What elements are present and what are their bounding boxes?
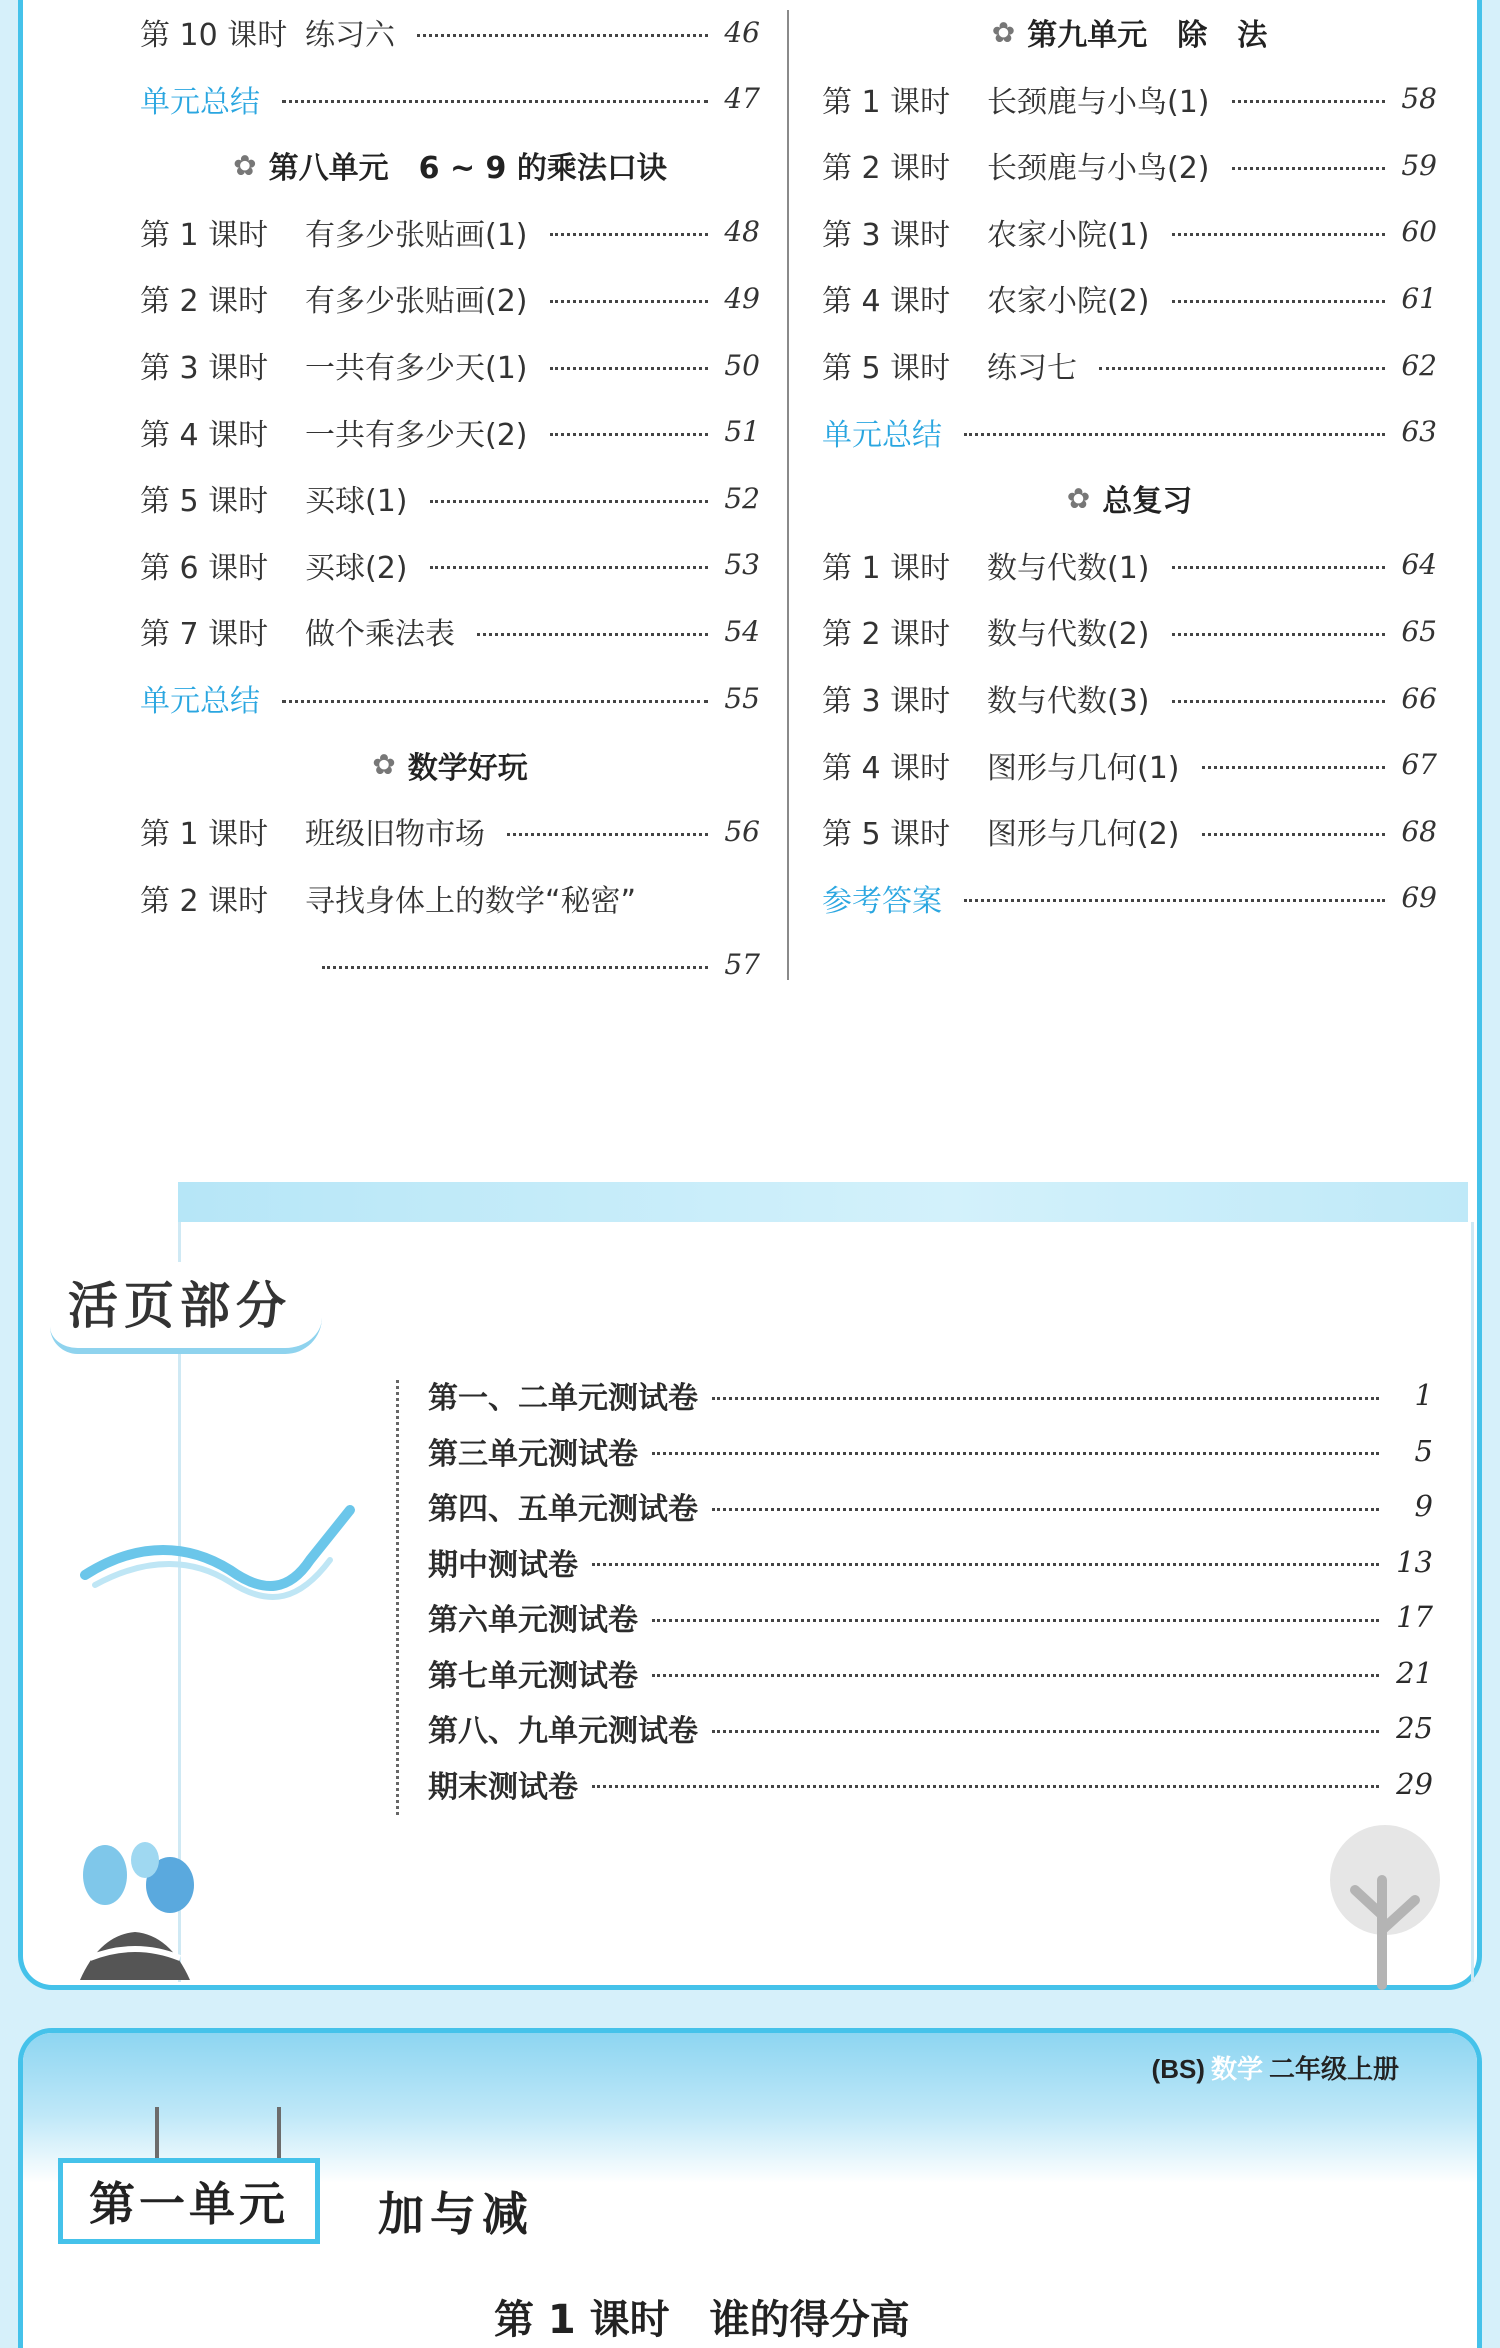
toc-entry[interactable] [140, 337, 760, 393]
test-entry[interactable] [428, 1592, 1433, 1642]
lesson-number: 第 1 课时 [822, 550, 951, 586]
dot-leader [417, 34, 708, 37]
test-title: 期中测试卷 [428, 1547, 578, 1583]
flower-icon: ✿ [233, 148, 257, 182]
dot-leader [550, 300, 709, 303]
test-title: 第四、五单元测试卷 [428, 1492, 698, 1527]
page-number: 63 [1401, 415, 1437, 449]
lesson-title: 一共有多少天(2) [305, 417, 528, 453]
page-number: 69 [1401, 881, 1437, 915]
page-number: 50 [724, 348, 760, 382]
lesson-number: 第 2 课时 [822, 151, 951, 187]
plant-decoration-icon [60, 1840, 210, 1990]
lesson-title: 图形与几何(1) [987, 750, 1180, 786]
toc-entry[interactable] [140, 404, 760, 460]
dot-leader [1172, 300, 1386, 303]
dot-leader [550, 367, 709, 370]
lesson-title: 有多少张贴画(2) [305, 284, 528, 320]
lesson-title: 买球(2) [305, 550, 408, 586]
unit-heading-text: 第九单元 除 法 [1027, 18, 1268, 53]
toc-entry[interactable] [140, 204, 760, 260]
test-title: 第一、二单元测试卷 [428, 1381, 698, 1416]
test-entry[interactable] [428, 1759, 1433, 1809]
page-number: 46 [724, 15, 760, 49]
lesson-title: 练习七 [987, 351, 1077, 386]
toc-entry[interactable] [822, 537, 1437, 593]
huoye-banner [178, 1182, 1468, 1222]
dot-leader [712, 1730, 1379, 1733]
unit-name: 加与减 [378, 2187, 534, 2241]
dot-leader [592, 1785, 1379, 1788]
dot-leader [1172, 566, 1386, 569]
page-number: 58 [1401, 82, 1437, 116]
lesson-title: 有多少张贴画(1) [305, 217, 528, 253]
dot-leader [712, 1397, 1379, 1400]
toc-entry[interactable] [822, 71, 1437, 127]
toc-entry[interactable] [140, 803, 760, 859]
test-title: 第七单元测试卷 [428, 1658, 638, 1694]
test-entry[interactable] [428, 1703, 1433, 1753]
lesson-number: 第 10 课时 [140, 18, 288, 53]
huoye-title: 活页部分 [50, 1262, 322, 1354]
dot-leader [592, 1563, 1379, 1566]
page-number: 21 [1396, 1655, 1433, 1690]
test-entry[interactable] [428, 1537, 1433, 1587]
header-subject: 数学 [1210, 2054, 1263, 2084]
dot-leader [550, 433, 709, 436]
test-title: 第六单元测试卷 [428, 1603, 638, 1638]
toc-entry[interactable] [140, 537, 760, 593]
page-number: 55 [724, 681, 760, 715]
huoye-divider [396, 1380, 399, 1815]
toc-entry[interactable] [140, 270, 760, 326]
lesson-title: 一共有多少天(1) [305, 351, 528, 386]
dot-leader [964, 899, 1385, 902]
lesson-title: 数与代数(1) [987, 550, 1150, 586]
lesson-number: 第 2 课时 [140, 284, 269, 320]
page-number: 64 [1401, 548, 1437, 582]
lesson-number: 第 4 课时 [822, 284, 951, 320]
unit-heading-text: 第八单元 6 ~ 9 的乘法口诀 [268, 151, 667, 187]
tree-decoration-icon [1320, 1820, 1450, 1990]
page-number: 47 [724, 82, 760, 116]
lesson-title: 农家小院(2) [987, 284, 1150, 320]
toc-entry[interactable] [822, 870, 1437, 926]
test-entry[interactable] [428, 1648, 1433, 1698]
page-number: 13 [1396, 1544, 1433, 1579]
lesson-number: 第 1 课时 [140, 217, 269, 253]
page-number: 53 [724, 548, 760, 582]
dot-leader [430, 566, 709, 569]
dot-leader [1172, 233, 1386, 236]
lesson-number: 第 5 课时 [822, 351, 951, 386]
page-number: 25 [1396, 1711, 1433, 1745]
flower-icon: ✿ [991, 15, 1016, 49]
dot-leader [652, 1452, 1379, 1455]
toc-entry[interactable] [822, 337, 1437, 393]
page-number: 9 [1414, 1489, 1433, 1523]
page-number: 48 [724, 215, 760, 249]
lesson-title: 图形与几何(2) [987, 817, 1180, 853]
summary-label: 单元总结 [140, 84, 260, 120]
test-title: 第八、九单元测试卷 [428, 1714, 698, 1749]
lesson-number: 第 1 课时 [822, 84, 951, 120]
lesson-title: 农家小院(1) [987, 217, 1150, 253]
toc-entry[interactable] [822, 404, 1437, 460]
dot-leader [1172, 633, 1386, 636]
lesson-number: 第 6 课时 [140, 550, 269, 586]
dot-leader [282, 700, 708, 703]
lesson-title: 练习六 [305, 18, 395, 53]
lesson-number: 第 2 课时 [822, 617, 951, 653]
column-divider [787, 10, 789, 980]
lesson-title: 数与代数(3) [987, 684, 1150, 719]
page-number: 62 [1401, 348, 1437, 382]
dot-leader [712, 1508, 1379, 1511]
test-entry[interactable] [428, 1481, 1433, 1531]
page-number: 60 [1401, 215, 1437, 249]
dot-leader [652, 1619, 1379, 1622]
flower-icon: ✿ [372, 748, 396, 782]
book-header [1152, 2049, 1399, 2086]
toc-entry[interactable] [822, 204, 1437, 260]
lesson-number: 第 3 课时 [822, 684, 951, 719]
dot-leader [1202, 833, 1386, 836]
unit-heading-text: 数学好玩 [407, 750, 528, 786]
header-prefix: (BS) [1151, 2054, 1205, 2084]
lesson-number: 第 3 课时 [822, 217, 951, 253]
page-number: 52 [724, 481, 760, 515]
test-entry[interactable] [428, 1426, 1433, 1476]
header-grade: 二年级上册 [1268, 2054, 1399, 2084]
dot-leader [507, 833, 708, 836]
lesson-number: 第 7 课时 [140, 617, 269, 653]
dot-leader [1202, 766, 1386, 769]
dot-leader [477, 633, 708, 636]
test-title: 第三单元测试卷 [428, 1436, 638, 1472]
lesson-number: 第 4 课时 [140, 417, 269, 453]
unit-heading [822, 470, 1437, 526]
lesson-number: 第 4 课时 [822, 750, 951, 786]
test-title: 期末测试卷 [428, 1769, 578, 1805]
toc-entry[interactable] [140, 870, 760, 926]
toc-entry[interactable] [822, 270, 1437, 326]
unit-heading [822, 4, 1437, 60]
page-number: 61 [1401, 281, 1437, 315]
wave-decoration-icon [80, 1500, 370, 1620]
test-entry[interactable] [428, 1370, 1433, 1420]
unit-heading [140, 137, 760, 193]
toc-entry[interactable] [140, 4, 760, 60]
page-number: 56 [724, 814, 760, 848]
lesson-number: 第 3 课时 [140, 351, 269, 386]
dot-leader [964, 433, 1385, 436]
summary-label: 单元总结 [140, 684, 260, 719]
flower-icon: ✿ [1066, 481, 1091, 515]
toc-entry[interactable] [140, 936, 760, 992]
lesson-number: 第 1 课时 [140, 817, 269, 853]
dot-leader [1232, 100, 1386, 103]
toc-entry[interactable] [822, 137, 1437, 193]
dot-leader [1099, 367, 1385, 370]
lesson-title: 第 1 课时 谁的得分高 [494, 2297, 910, 2343]
lesson-title: 长颈鹿与小鸟(2) [987, 151, 1210, 187]
lesson-title: 寻找身体上的数学“秘密” [305, 883, 637, 919]
toc-entry[interactable] [140, 470, 760, 526]
page-number: 65 [1401, 614, 1437, 648]
page-number: 17 [1396, 1600, 1433, 1634]
unit-heading [140, 737, 760, 793]
toc-entry[interactable] [822, 803, 1437, 859]
dot-leader [1172, 700, 1386, 703]
page-number: 68 [1401, 814, 1437, 848]
dot-leader [550, 233, 709, 236]
dot-leader [430, 500, 709, 503]
dot-leader [322, 966, 708, 969]
toc-entry[interactable] [140, 670, 760, 726]
page-number: 59 [1401, 148, 1437, 182]
lesson-title: 做个乘法表 [305, 617, 455, 653]
dot-leader [282, 100, 708, 103]
lesson-title: 长颈鹿与小鸟(1) [987, 84, 1210, 120]
dot-leader [1232, 167, 1386, 170]
toc-entry[interactable] [140, 71, 760, 127]
lesson-title: 买球(1) [305, 484, 408, 520]
page-number: 67 [1401, 748, 1437, 782]
page-number: 54 [724, 614, 760, 648]
page-number: 5 [1414, 1433, 1433, 1468]
unit-label: 第一单元 [58, 2158, 320, 2244]
lesson-title: 数与代数(2) [987, 617, 1150, 653]
toc-entry[interactable] [822, 603, 1437, 659]
page-number: 29 [1396, 1766, 1433, 1801]
lesson-number: 第 5 课时 [822, 817, 951, 853]
page-number: 1 [1414, 1378, 1433, 1412]
page-number: 51 [724, 415, 760, 449]
lesson-number: 第 2 课时 [140, 883, 269, 919]
toc-entry[interactable] [140, 603, 760, 659]
toc-entry[interactable] [822, 737, 1437, 793]
page-number: 49 [724, 281, 760, 315]
lesson-title: 班级旧物市场 [305, 817, 485, 853]
dot-leader [652, 1674, 1379, 1677]
lesson-number: 第 5 课时 [140, 484, 269, 520]
page-number: 66 [1401, 681, 1437, 715]
summary-label: 参考答案 [822, 883, 942, 919]
unit-heading-text: 总复习 [1102, 484, 1193, 520]
summary-label: 单元总结 [822, 417, 942, 453]
toc-entry[interactable] [822, 670, 1437, 726]
page-number: 57 [724, 947, 760, 981]
